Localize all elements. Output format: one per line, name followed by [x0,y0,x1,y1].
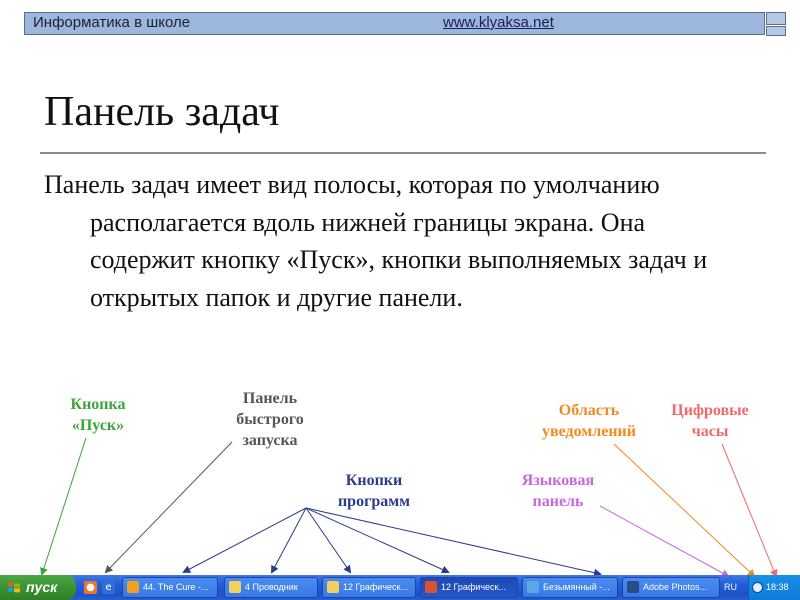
task-label: Adobe Photos... [643,582,708,592]
arrow-program-2 [272,508,306,572]
label-start-button: Кнопка «Пуск» [70,396,126,434]
quick-launch-bar [82,578,118,598]
header-site-link[interactable]: www.klyaksa.net [443,14,554,31]
arrow-digital-clock [722,444,776,576]
task-label: 44. The Cure -... [143,582,209,592]
header-site-name: Информатика в школе [33,14,191,31]
paint-icon [527,581,539,593]
language-indicator[interactable]: RU [724,582,737,592]
task-button-media-player[interactable] [122,577,218,598]
tray-network-icon[interactable] [752,582,763,593]
label-program-buttons: Кнопки программ [337,472,411,510]
folder-icon [229,581,241,593]
arrow-start-button [42,438,86,574]
powerpoint-icon [425,581,437,593]
arrow-program-1 [184,508,306,572]
arrow-language-bar [600,506,728,576]
label-language-bar: Языковая панель [521,472,595,510]
arrow-program-5 [306,508,600,574]
tray-clock[interactable]: 18:38 [766,582,789,592]
task-label: 12 Графическ... [343,582,408,592]
slide-body-text: Панель задач имеет вид полосы, которая по умолчанию располагается вдоль нижней границы экрана. Она содержит кнопку «Пуск», кнопки выполняемых задач и открытых папок и другие панели. [44,170,708,312]
arrow-program-4 [306,508,448,572]
firefox-icon[interactable]: ● [84,581,97,594]
photoshop-icon [627,581,639,593]
arrow-notification-area [614,444,754,576]
folder-icon [327,581,339,593]
task-label: Безымянный -... [543,582,610,592]
task-button-paint[interactable] [522,577,618,598]
task-button-presentation[interactable] [420,577,518,598]
start-button[interactable]: пуск [0,575,76,600]
label-notification-area: Область уведомлений [542,402,636,440]
label-quick-launch: Панель быстрого запуска [236,390,304,449]
ie-icon[interactable]: e [102,581,115,594]
arrow-quick-launch [106,442,232,572]
windows-logo-icon [7,581,21,594]
task-label: 4 Проводник [245,582,298,592]
task-button-photoshop[interactable] [622,577,720,598]
task-label: 12 Графическ... [441,582,506,592]
media-icon [127,581,139,593]
task-button-explorer[interactable] [224,577,318,598]
label-digital-clock: Цифровые часы [671,402,749,440]
task-button-folder-graphics[interactable] [322,577,416,598]
slide-title: Панель задач [44,89,280,135]
